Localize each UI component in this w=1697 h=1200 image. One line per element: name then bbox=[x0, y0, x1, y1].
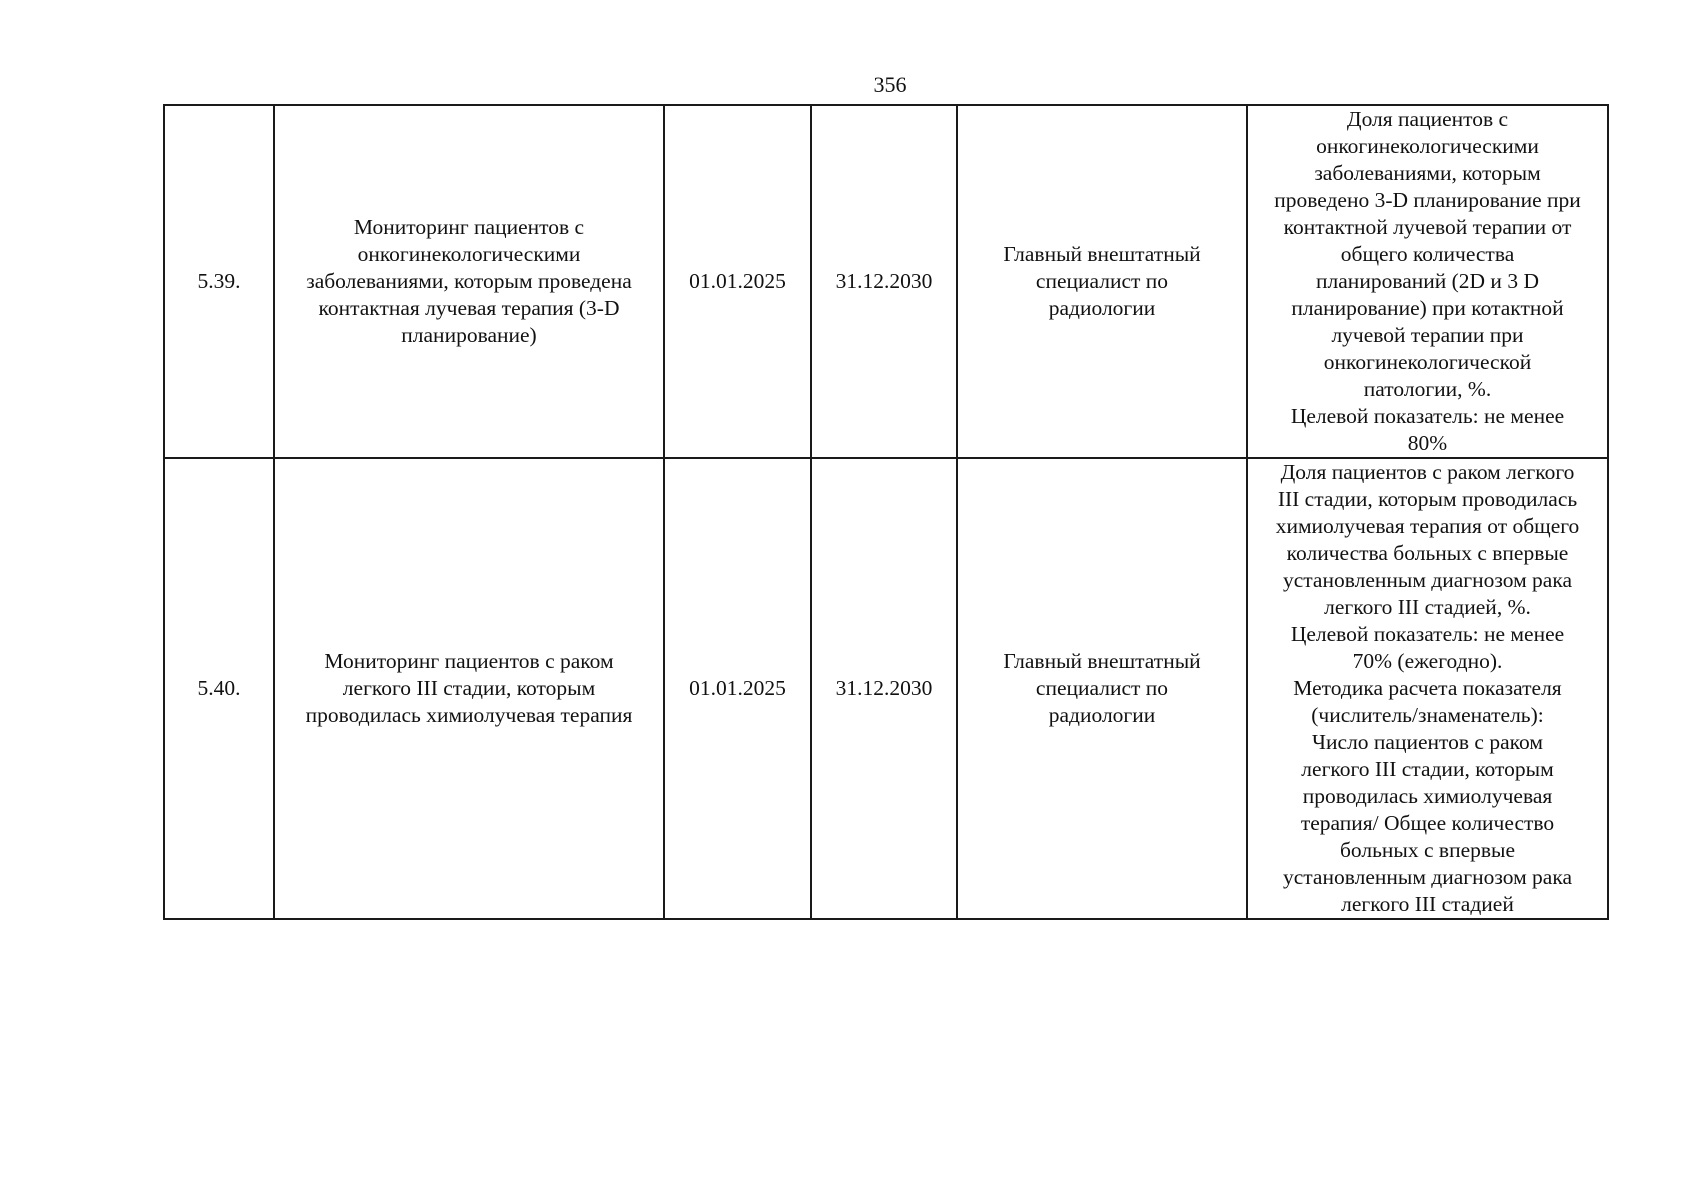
table-row bbox=[164, 105, 1608, 458]
cell-responsible: Главный внештатный специалист по радиологии bbox=[957, 458, 1247, 919]
cell-activity: Мониторинг пациентов с онкогинекологическими заболеваниями, которым проведена контактная лучевая терапия (3-D планирование) bbox=[274, 105, 664, 458]
cell-number: 5.39. bbox=[164, 105, 274, 458]
cell-result: Доля пациентов с онкогинекологическими заболеваниями, которым проведено 3-D планирование при контактной лучевой терапии от общего количества планирований (2D и 3 D планирование) при котактной лучевой терапии при онкогинекологической патологии, %. Целевой показатель: не менее 80% bbox=[1247, 105, 1608, 458]
cell-responsible: Главный внештатный специалист по радиологии bbox=[957, 105, 1247, 458]
cell-activity: Мониторинг пациентов с раком легкого III стадии, которым проводилась химиолучевая терапия bbox=[274, 458, 664, 919]
page-number: 356 bbox=[873, 72, 907, 97]
cell-end-date: 31.12.2030 bbox=[811, 105, 957, 458]
cell-number: 5.40. bbox=[164, 458, 274, 919]
cell-start-date: 01.01.2025 bbox=[664, 105, 811, 458]
cell-start-date: 01.01.2025 bbox=[664, 458, 811, 919]
table-row bbox=[164, 458, 1608, 919]
cell-result: Доля пациентов с раком легкого III стадии, которым проводилась химиолучевая терапия от общего количества больных с впервые установленным диагнозом рака легкого III стадией, %. Целевой показатель: не менее 70% (ежегодно). Методика расчета показателя (числитель/знаменатель): Число пациентов с раком легкого III стадии, которым проводилась химиолучевая терапия/ Общее количество больных с впервые установленным диагнозом рака легкого III стадией bbox=[1247, 458, 1608, 919]
plan-table bbox=[163, 104, 1609, 920]
cell-end-date: 31.12.2030 bbox=[811, 458, 957, 919]
